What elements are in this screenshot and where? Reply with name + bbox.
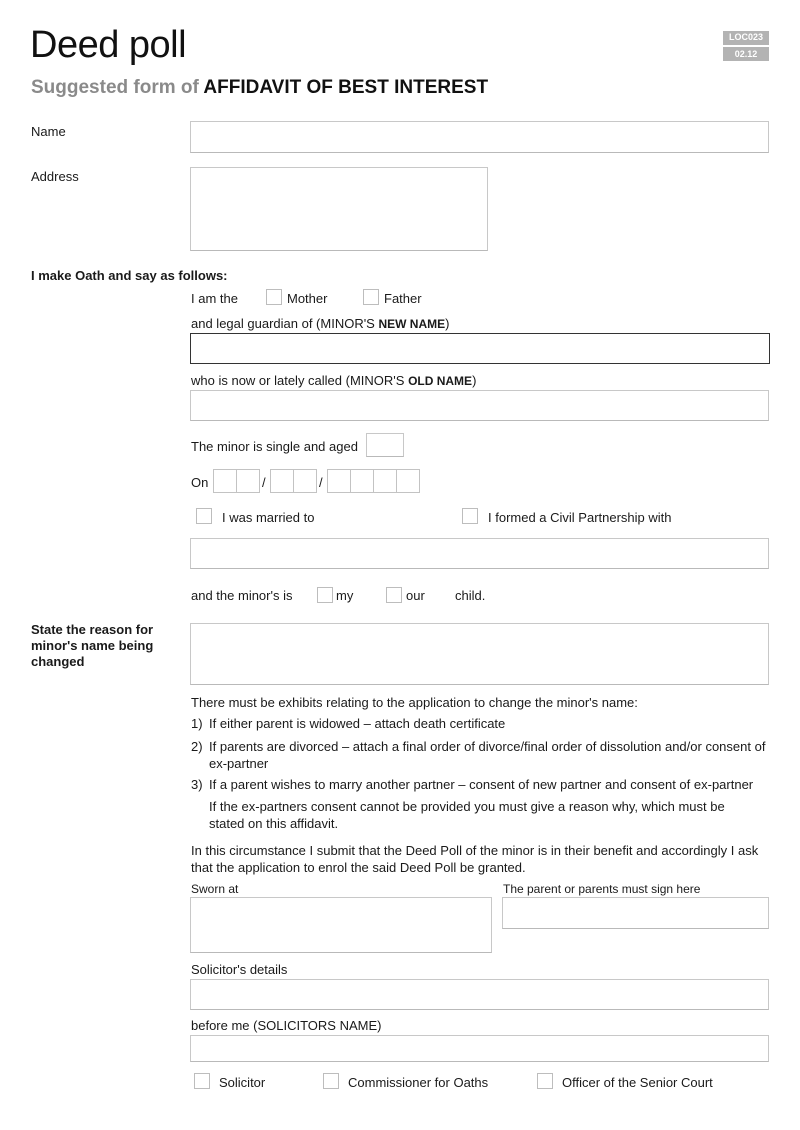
exhibit-item-1 [191, 716, 771, 731]
married-label: I was married to [222, 510, 315, 525]
our-label: our [406, 588, 425, 603]
exhibit-text: If a parent wishes to marry another partner – consent of new partner and consent of ex-partner [209, 777, 754, 792]
married-checkbox[interactable] [196, 508, 212, 524]
oath-heading: I make Oath and say as follows: [31, 268, 228, 283]
guardian-prefix: and legal guardian of (MINOR'S [191, 316, 379, 331]
date-month-digit-2[interactable] [293, 469, 317, 493]
our-checkbox[interactable] [386, 587, 402, 603]
date-day-digit-2[interactable] [236, 469, 260, 493]
on-label: On [191, 475, 209, 490]
reason-input[interactable] [190, 623, 769, 685]
date-month-digit-1[interactable] [270, 469, 294, 493]
parent-signature-field[interactable] [502, 897, 769, 929]
my-checkbox[interactable] [317, 587, 333, 603]
date-separator-2: / [319, 475, 323, 490]
sign-label: The parent or parents must sign here [503, 882, 701, 896]
solicitor-checkbox[interactable] [194, 1073, 210, 1089]
date-day-digit-1[interactable] [213, 469, 237, 493]
solicitor-details-input[interactable] [190, 979, 769, 1010]
mother-label: Mother [287, 291, 328, 306]
reason-label-line-1: State the reason for [31, 622, 154, 637]
form-code: LOC023 [728, 32, 763, 42]
exhibit-item-3 [191, 777, 781, 792]
minor-new-name-input[interactable] [190, 333, 770, 364]
partner-name-input[interactable] [190, 538, 769, 569]
reason-label [31, 622, 153, 670]
guardian-bold: NEW NAME [378, 317, 446, 331]
date-separator-1: / [262, 475, 266, 490]
minor-old-name-input[interactable] [190, 390, 769, 421]
date-year-digit-3[interactable] [373, 469, 397, 493]
page-title: Deed poll [30, 24, 187, 66]
exhibit-number: 2) [191, 739, 203, 754]
sworn-at-label: Sworn at [191, 882, 239, 896]
exhibits-intro: There must be exhibits relating to the application to change the minor's name: [191, 695, 638, 710]
father-checkbox[interactable] [363, 289, 379, 305]
name-label: Name [31, 124, 66, 139]
guardian-label [191, 316, 449, 331]
exhibit-item-2 [191, 738, 776, 772]
senior-court-officer-role-label: Officer of the Senior Court [562, 1075, 713, 1090]
date-year-digit-1[interactable] [327, 469, 351, 493]
exhibit-number: 3) [191, 777, 203, 792]
called-prefix: who is now or lately called (MINOR'S [191, 373, 409, 388]
father-label: Father [384, 291, 422, 306]
before-me-label: before me (SOLICITORS NAME) [191, 1018, 382, 1033]
child-label: child. [455, 588, 486, 603]
senior-court-officer-checkbox[interactable] [537, 1073, 553, 1089]
address-input[interactable] [190, 167, 488, 251]
my-label: my [336, 588, 354, 603]
date-year-digit-2[interactable] [350, 469, 374, 493]
address-label: Address [31, 169, 79, 184]
minor-is-label: and the minor's is [191, 588, 293, 603]
exhibit-text: If either parent is widowed – attach death certificate [209, 716, 506, 731]
commissioner-role-label: Commissioner for Oaths [348, 1075, 489, 1090]
age-input[interactable] [366, 433, 404, 457]
called-label [191, 373, 476, 388]
called-suffix: ) [472, 373, 477, 388]
i-am-the-label: I am the [191, 291, 238, 306]
exhibit-number: 1) [191, 716, 203, 731]
civil-partnership-label: I formed a Civil Partnership with [488, 510, 672, 525]
exhibit-text: If parents are divorced – attach a final order of divorce/final order of dissolution and/or consent of ex-partner [209, 739, 766, 771]
guardian-suffix: ) [445, 316, 450, 331]
exhibits-note: If the ex-partners consent cannot be provided you must give a reason why, which must be stated on this affidavit. [209, 799, 725, 831]
sworn-at-input[interactable] [190, 897, 492, 953]
called-bold: OLD NAME [408, 374, 473, 388]
form-date: 02.12 [734, 49, 758, 59]
aged-label: The minor is single and aged [191, 439, 358, 454]
form-code-badge [723, 31, 769, 61]
reason-label-line-2: minor's name being [31, 638, 154, 653]
solicitor-role-label: Solicitor [219, 1075, 266, 1090]
submission-text: In this circumstance I submit that the Deed Poll of the minor is in their benefit and accordingly I ask that the application to enrol the said Deed Poll be granted. [191, 843, 759, 875]
civil-partnership-checkbox[interactable] [462, 508, 478, 524]
reason-label-line-3: changed [31, 654, 85, 669]
date-year-digit-4[interactable] [396, 469, 420, 493]
solicitor-details-label: Solicitor's details [191, 962, 288, 977]
commissioner-checkbox[interactable] [323, 1073, 339, 1089]
solicitor-name-input[interactable] [190, 1035, 769, 1062]
form-subtitle [31, 77, 488, 99]
subtitle-prefix: Suggested form of [31, 77, 199, 98]
name-input[interactable] [190, 121, 769, 153]
subtitle-main: AFFIDAVIT OF BEST INTEREST [203, 77, 489, 98]
mother-checkbox[interactable] [266, 289, 282, 305]
badge-divider [723, 45, 769, 47]
